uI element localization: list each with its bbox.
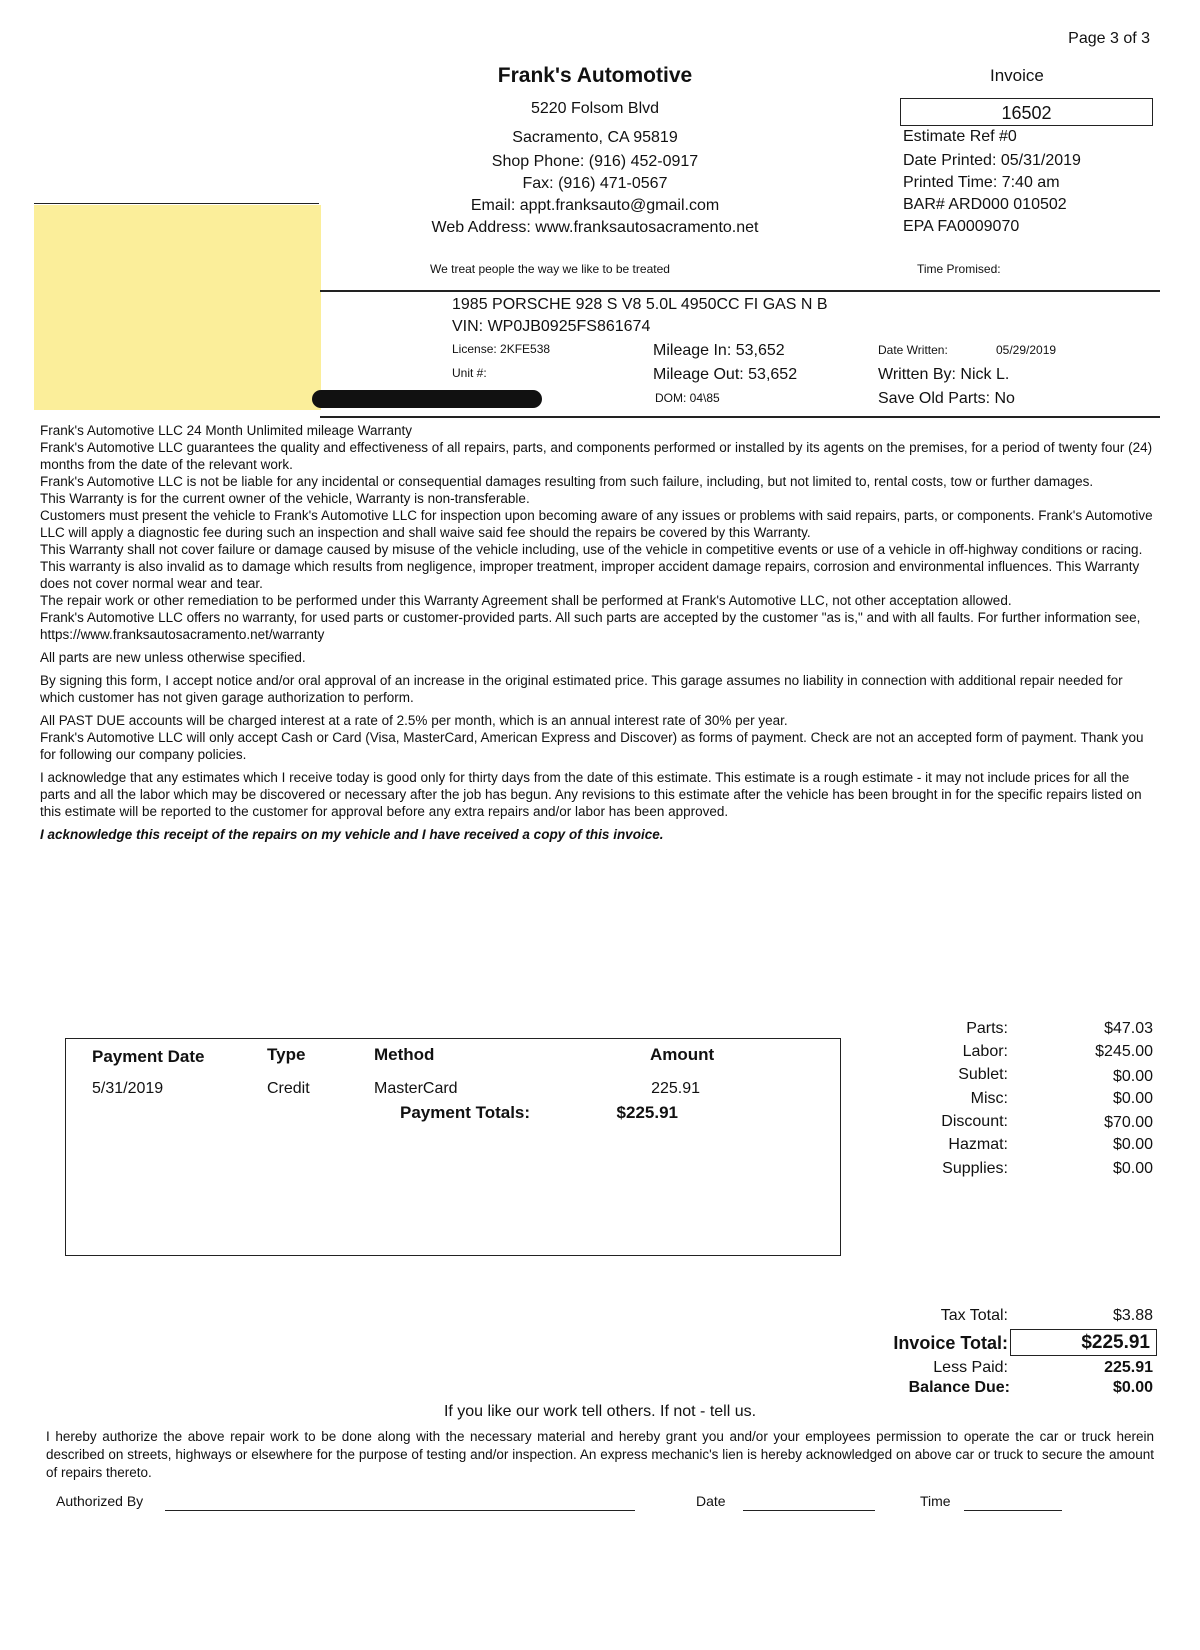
shop-address-line1: 5220 Folsom Blvd bbox=[530, 100, 660, 117]
terms-paragraph: This Warranty is for the current owner of the vehicle, Warranty is non-transferable. bbox=[40, 491, 530, 506]
payment-header-method: Method bbox=[374, 1045, 435, 1064]
terms-paragraph: This Warranty shall not cover failure or damage caused by misuse of the vehicle including, use of the vehicle in competitive events or use of a vehicle in off-highway conditions or racing. This warranty is also invalid as to damage which results from negligence, improper treatment, improper accident damage repairs, corrosion and environmental influences. This Warranty does not cover normal wear and tear. bbox=[40, 542, 1143, 591]
vehicle-description: 1985 PORSCHE 928 S V8 5.0L 4950CC FI GAS N B bbox=[452, 296, 828, 313]
redaction-bar bbox=[312, 390, 542, 408]
invoice-total-label: Invoice Total: bbox=[893, 1333, 1008, 1353]
payment-table bbox=[65, 1038, 841, 1256]
invoice-label: Invoice bbox=[990, 66, 1044, 85]
total-label: Hazmat: bbox=[948, 1136, 1008, 1153]
shop-web: Web Address: www.franksautosacramento.net bbox=[431, 219, 759, 236]
page-number: Page 3 of 3 bbox=[1068, 30, 1150, 47]
date-label: Date bbox=[696, 1493, 726, 1509]
vehicle-dom: DOM: 04\85 bbox=[655, 391, 720, 405]
payment-totals-label: Payment Totals: bbox=[400, 1103, 531, 1122]
balance-due: $0.00 bbox=[1112, 1379, 1153, 1396]
total-value: $0.00 bbox=[1112, 1090, 1153, 1107]
tax-total-label: Tax Total: bbox=[940, 1307, 1008, 1324]
total-value: $245.00 bbox=[1095, 1043, 1153, 1060]
terms-paragraph: Frank's Automotive LLC 24 Month Unlimited mileage Warranty bbox=[40, 423, 412, 438]
bar-number: BAR# ARD000 010502 bbox=[903, 196, 1067, 213]
mileage-in: Mileage In: 53,652 bbox=[653, 342, 785, 359]
total-value: $70.00 bbox=[1104, 1114, 1153, 1131]
written-by: Written By: Nick L. bbox=[878, 366, 1010, 383]
total-label: Parts: bbox=[966, 1020, 1008, 1037]
shop-address-line2: Sacramento, CA 95819 bbox=[512, 129, 678, 146]
epa-number: EPA FA0009070 bbox=[903, 218, 1020, 235]
total-label: Discount: bbox=[941, 1113, 1008, 1130]
terms-paragraph: By signing this form, I accept notice and/or oral approval of an increase in the original estimated price. This garage assumes no liability in connection with additional repair needed for which customer has not given garage authorization to perform. bbox=[40, 673, 1123, 705]
acknowledgement: I acknowledge this receipt of the repairs on my vehicle and I have received a copy of this invoice. bbox=[40, 827, 664, 842]
printed-time: Printed Time: 7:40 am bbox=[903, 174, 1060, 191]
payment-row-date: 5/31/2019 bbox=[92, 1080, 164, 1097]
mileage-out: Mileage Out: 53,652 bbox=[653, 366, 798, 383]
payment-header-date: Payment Date bbox=[92, 1047, 205, 1066]
authorization-text: I hereby authorize the above repair work to be done along with the necessary material and hereby grant you and/or your employees permission to operate the car or truck herein described on streets, highways or elsewhere for the purpose of testing and/or inspection. An express mechanic's lien is hereby acknowledged on above car or truck to secure the amount of repairs thereto. bbox=[46, 1429, 1154, 1480]
save-old-parts: Save Old Parts: No bbox=[878, 390, 1015, 407]
terms-paragraph: Frank's Automotive LLC offers no warranty, for used parts or customer-provided parts. All such parts are accepted by the customer "as is," and with all faults. For further information see, https://www.franksautosacramento.net/warranty bbox=[40, 610, 1141, 642]
total-label: Labor: bbox=[962, 1043, 1008, 1060]
total-value: $0.00 bbox=[1112, 1136, 1153, 1153]
vehicle-unit: Unit #: bbox=[452, 366, 487, 380]
warranty-terms bbox=[40, 422, 1160, 843]
tell-others: If you like our work tell others. If not - tell us. bbox=[443, 1403, 757, 1420]
vehicle-divider bbox=[320, 416, 1160, 418]
invoice-number: 16502 bbox=[900, 98, 1153, 126]
tax-total: $3.88 bbox=[1112, 1307, 1153, 1324]
date-line[interactable] bbox=[743, 1510, 875, 1511]
total-value: $47.03 bbox=[1104, 1020, 1153, 1037]
time-label: Time bbox=[920, 1493, 951, 1509]
shop-fax: Fax: (916) 471-0567 bbox=[522, 175, 668, 192]
terms-paragraph: Frank's Automotive LLC is not be liable for any incidental or consequential damages resulting from such failure, including, but not limited to, rental costs, tow or further damages. bbox=[40, 474, 1094, 489]
authorized-by-line[interactable] bbox=[165, 1510, 635, 1511]
balance-due-label: Balance Due: bbox=[908, 1379, 1010, 1396]
redaction-line bbox=[34, 203, 319, 204]
payment-row-amount: 225.91 bbox=[651, 1080, 700, 1097]
terms-paragraph: All parts are new unless otherwise specified. bbox=[40, 650, 306, 665]
payment-totals-value: $225.91 bbox=[616, 1103, 678, 1122]
shop-email: Email: appt.franksauto@gmail.com bbox=[470, 197, 720, 214]
header-divider bbox=[320, 290, 1160, 292]
total-label: Misc: bbox=[970, 1090, 1008, 1107]
sticky-note-redaction bbox=[34, 205, 321, 410]
date-written: 05/29/2019 bbox=[996, 343, 1057, 357]
terms-paragraph: I acknowledge that any estimates which I receive today is good only for thirty days from the date of this estimate. This estimate is a rough estimate - it may not include prices for all the parts and all the labor which may be discovered or necessary after the job has begun. Any revisions to this estimate after the vehicle has been brought in for the specific repairs listed on this estimate will be reported to the customer for approval before any extra repairs and/or labor has been approved. bbox=[40, 770, 1142, 819]
vehicle-vin: VIN: WP0JB0925FS861674 bbox=[452, 318, 651, 335]
payment-header-amount: Amount bbox=[650, 1045, 715, 1064]
date-printed: Date Printed: 05/31/2019 bbox=[903, 152, 1081, 169]
estimate-ref: Estimate Ref #0 bbox=[903, 128, 1017, 145]
total-value: $0.00 bbox=[1112, 1160, 1153, 1177]
less-paid: 225.91 bbox=[1104, 1359, 1153, 1376]
terms-paragraph: Customers must present the vehicle to Frank's Automotive LLC for inspection upon becoming aware of any issues or problems with said repairs, parts, or components. Frank's Automotive LLC will apply a diagnostic fee during such an inspection and shall waive said fee should the repairs be covered by this Warranty. bbox=[40, 508, 1153, 540]
less-paid-label: Less Paid: bbox=[933, 1359, 1008, 1376]
time-promised: Time Promised: bbox=[917, 262, 1001, 276]
terms-paragraph: The repair work or other remediation to be performed under this Warranty Agreement shall be performed at Frank's Automotive LLC, not other acceptation allowed. bbox=[40, 593, 1012, 608]
authorized-by-label: Authorized By bbox=[56, 1493, 144, 1509]
terms-paragraph: All PAST DUE accounts will be charged interest at a rate of 2.5% per month, which is an annual interest rate of 30% per year. bbox=[40, 713, 788, 728]
total-label: Supplies: bbox=[942, 1160, 1008, 1177]
date-written-label: Date Written: bbox=[878, 343, 948, 357]
terms-paragraph: Frank's Automotive LLC will only accept Cash or Card (Visa, MasterCard, American Express and Discover) as forms of payment. Check are not an accepted form of payment. Thank you for following our company policies. bbox=[40, 730, 1144, 762]
vehicle-license: License: 2KFE538 bbox=[452, 342, 551, 356]
shop-name: Frank's Automotive bbox=[497, 64, 693, 87]
invoice-total: $225.91 bbox=[1010, 1329, 1157, 1356]
terms-paragraph: Frank's Automotive LLC guarantees the quality and effectiveness of all repairs, parts, and components performed or installed by its agents on the premises, for a period of twenty four (24) months from the date of the relevant work. bbox=[40, 440, 1153, 472]
total-label: Sublet: bbox=[958, 1066, 1008, 1083]
payment-header-type: Type bbox=[267, 1045, 306, 1064]
shop-tagline: We treat people the way we like to be treated bbox=[430, 262, 670, 276]
shop-phone: Shop Phone: (916) 452-0917 bbox=[491, 153, 699, 170]
total-value: $0.00 bbox=[1112, 1068, 1153, 1085]
payment-row-method: MasterCard bbox=[374, 1080, 458, 1097]
time-line[interactable] bbox=[964, 1510, 1062, 1511]
payment-row-type: Credit bbox=[267, 1080, 310, 1097]
